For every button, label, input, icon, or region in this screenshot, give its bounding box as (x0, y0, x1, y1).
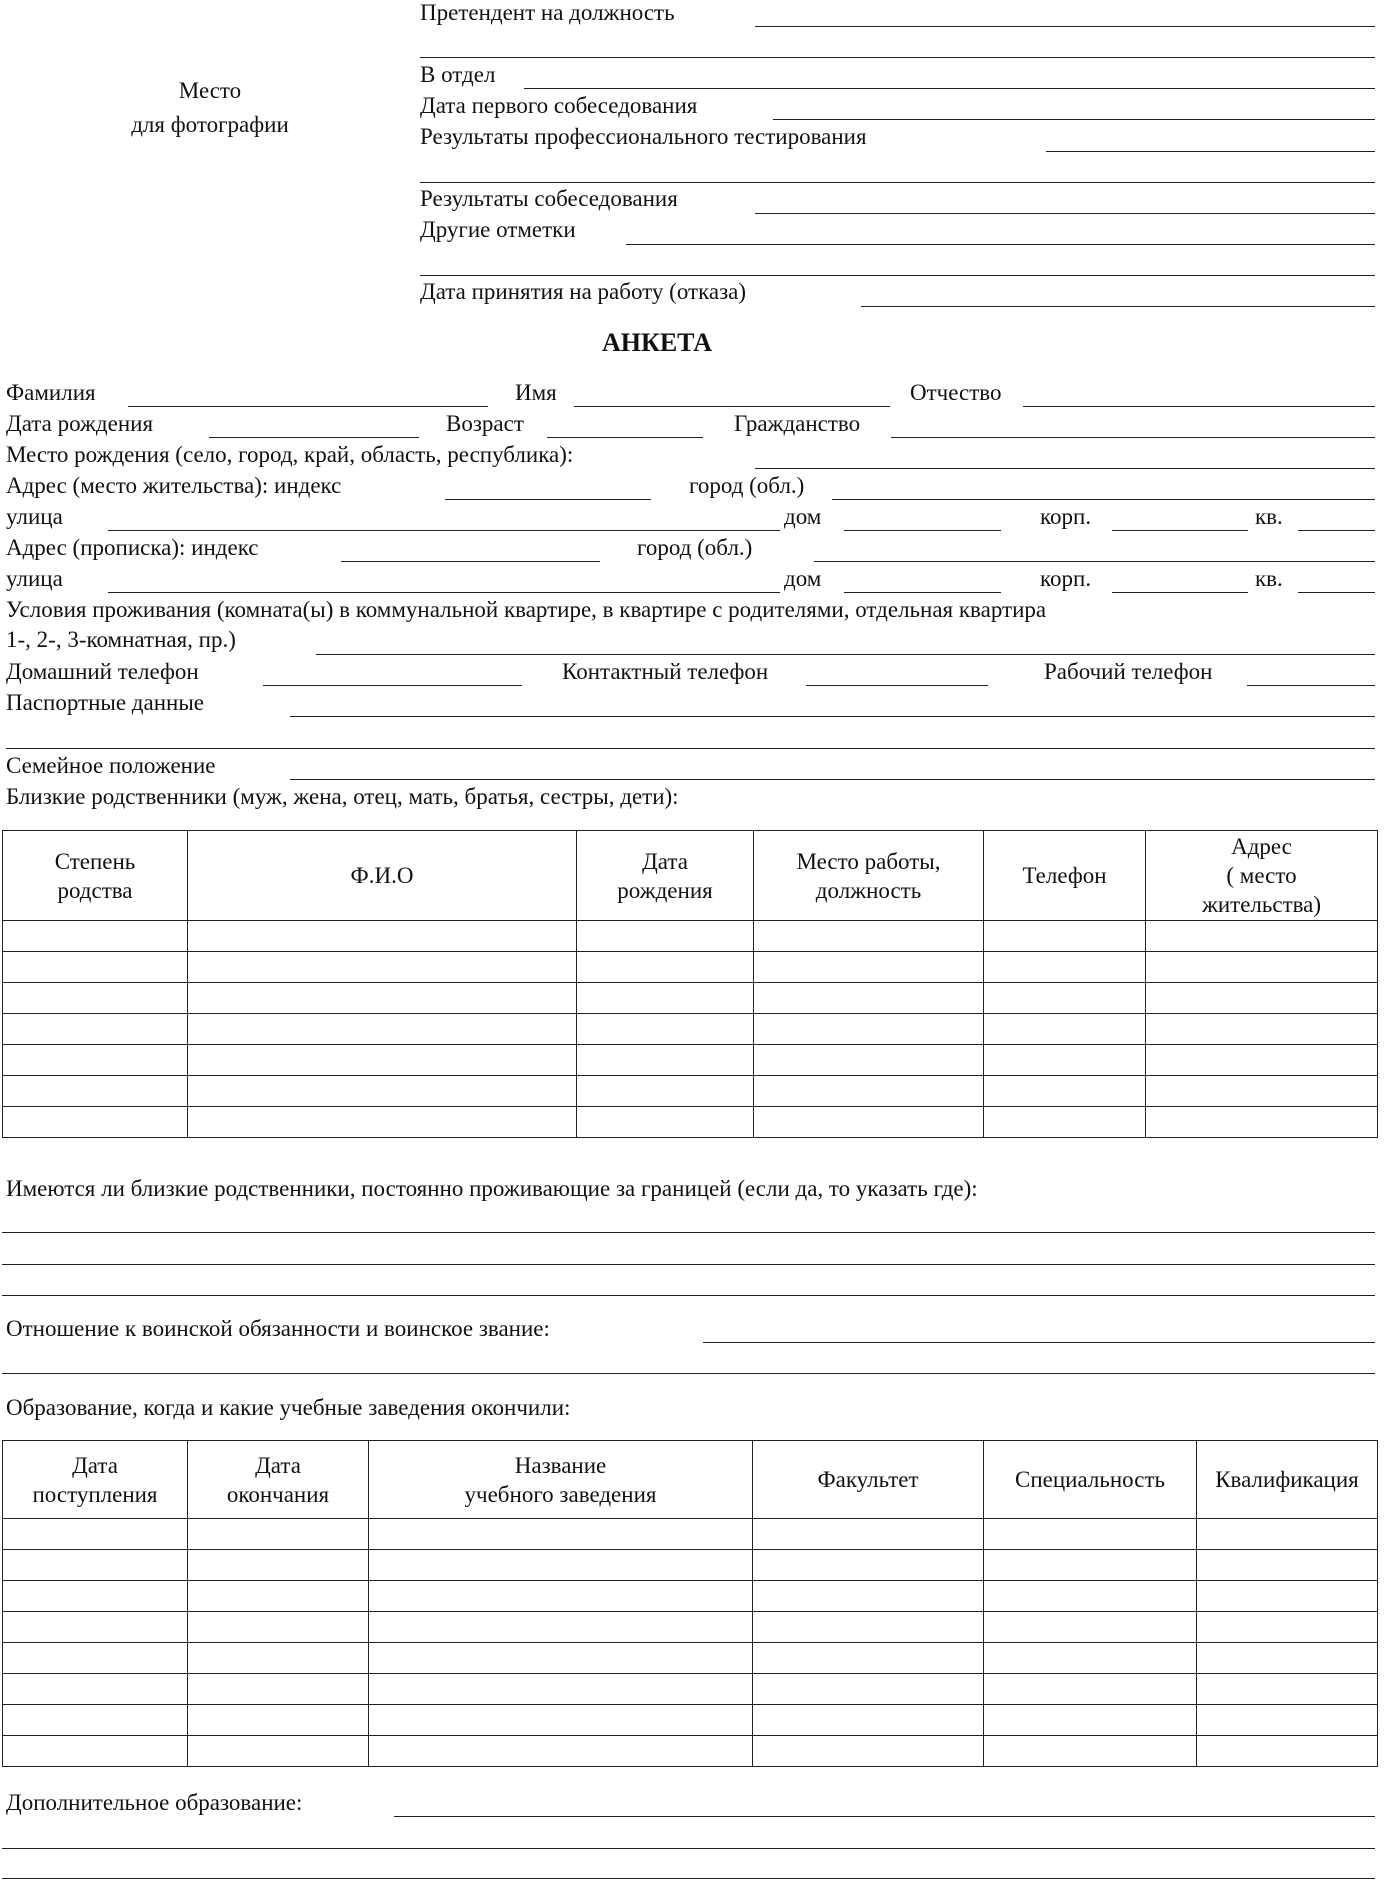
interview-results-field[interactable] (755, 213, 1375, 214)
relatives-header-cell (3, 831, 188, 921)
abroad-field-2[interactable] (2, 1264, 1375, 1265)
surname-field[interactable] (128, 406, 488, 407)
relatives-cell[interactable] (984, 983, 1146, 1014)
relatives-cell[interactable] (188, 921, 577, 952)
address-index-label: Адрес (место жительства): индекс (6, 473, 342, 498)
relatives-table-header (3, 831, 1378, 921)
reg-building-label: корп. (1040, 566, 1092, 591)
education-cell[interactable] (188, 1519, 369, 1550)
relatives-cell[interactable] (577, 952, 754, 983)
education-cell[interactable] (188, 1674, 369, 1705)
education-header-text: поступления (32, 1481, 158, 1507)
education-table-header (3, 1441, 1378, 1519)
department-label: В отдел (420, 62, 496, 87)
education-cell[interactable] (753, 1519, 984, 1550)
patronymic-field[interactable] (1023, 406, 1375, 407)
test-results-label: Результаты профессионального тестирования (420, 124, 867, 149)
education-cell[interactable] (188, 1550, 369, 1581)
relatives-header-text: родства (57, 877, 133, 903)
education-header-text: учебного заведения (464, 1481, 657, 1507)
city-label: город (обл.) (689, 473, 805, 498)
relatives-cell[interactable] (754, 952, 984, 983)
department-field[interactable] (524, 88, 1375, 89)
passport-label: Паспортные данные (6, 690, 204, 715)
relatives-cell[interactable] (3, 1014, 188, 1045)
table-row (3, 1014, 1378, 1045)
house-label: дом (784, 504, 822, 529)
relatives-cell[interactable] (577, 1014, 754, 1045)
living-conditions-label-2: 1-, 2-, 3-комнатная, пр.) (6, 627, 236, 652)
hire-date-field[interactable] (861, 306, 1375, 307)
education-header-text: Название (514, 1452, 607, 1478)
education-cell[interactable] (984, 1674, 1197, 1705)
passport-field[interactable] (290, 716, 1375, 717)
reg-house-label: дом (784, 566, 822, 591)
age-label: Возраст (446, 411, 524, 436)
relatives-header-cell (754, 831, 984, 921)
education-cell[interactable] (1197, 1643, 1378, 1674)
relatives-cell[interactable] (1146, 1014, 1378, 1045)
living-conditions-field[interactable] (316, 654, 1375, 655)
relatives-header-cell (984, 831, 1146, 921)
education-header-cell (984, 1441, 1197, 1519)
education-cell[interactable] (369, 1519, 753, 1550)
reg-index-label: Адрес (прописка): индекс (6, 535, 259, 560)
education-cell[interactable] (984, 1736, 1197, 1767)
reg-street-field[interactable] (108, 592, 780, 593)
relatives-cell[interactable] (188, 983, 577, 1014)
education-header-text: Дата (72, 1452, 118, 1478)
relatives-header-text: должность (815, 877, 922, 903)
candidate-label: Претендент на должность (420, 0, 675, 25)
military-field-2[interactable] (2, 1373, 1375, 1374)
education-cell[interactable] (1197, 1705, 1378, 1736)
birth-place-label: Место рождения (село, город, край, область, республика): (6, 442, 574, 467)
relatives-header-text: Телефон (1022, 863, 1107, 888)
education-cell[interactable] (1197, 1674, 1378, 1705)
education-cell[interactable] (369, 1581, 753, 1612)
other-notes-label: Другие отметки (420, 217, 576, 242)
relatives-header-text: ( место (1226, 863, 1297, 888)
education-cell[interactable] (753, 1705, 984, 1736)
education-cell[interactable] (753, 1736, 984, 1767)
education-cell[interactable] (753, 1550, 984, 1581)
table-row (3, 1519, 1378, 1550)
table-row (3, 1612, 1378, 1643)
relatives-cell[interactable] (754, 1045, 984, 1076)
education-cell[interactable] (369, 1705, 753, 1736)
additional-education-label: Дополнительное образование: (6, 1790, 303, 1815)
table-row (3, 1674, 1378, 1705)
education-header-text: Дата (255, 1452, 301, 1478)
relatives-header-cell (577, 831, 754, 921)
education-cell[interactable] (1197, 1581, 1378, 1612)
education-cell[interactable] (3, 1705, 188, 1736)
birth-date-label: Дата рождения (6, 411, 154, 436)
education-cell[interactable] (188, 1581, 369, 1612)
address-index-field[interactable] (445, 499, 651, 500)
table-row (3, 952, 1378, 983)
education-cell[interactable] (984, 1643, 1197, 1674)
relatives-cell[interactable] (3, 952, 188, 983)
relatives-cell[interactable] (754, 921, 984, 952)
surname-label: Фамилия (6, 380, 96, 405)
apartment-field[interactable] (1298, 530, 1375, 531)
table-row (3, 1736, 1378, 1767)
name-field[interactable] (574, 406, 890, 407)
education-header-text: Факультет (817, 1467, 919, 1492)
education-header-cell (1197, 1441, 1378, 1519)
education-cell[interactable] (369, 1643, 753, 1674)
education-cell[interactable] (3, 1550, 188, 1581)
table-row (3, 921, 1378, 952)
relatives-cell[interactable] (754, 1076, 984, 1107)
age-field[interactable] (547, 437, 703, 438)
relatives-cell[interactable] (577, 921, 754, 952)
education-header-text: Квалификация (1215, 1467, 1359, 1492)
education-header-text: Специальность (1015, 1467, 1165, 1492)
citizenship-field[interactable] (891, 437, 1375, 438)
education-cell[interactable] (369, 1674, 753, 1705)
abroad-field-3[interactable] (2, 1295, 1375, 1296)
form-title: АНКЕТА (601, 328, 713, 357)
living-conditions-label: Условия проживания (комната(ы) в коммунальной квартире, в квартире с родителями, отдельная квартира (6, 597, 1047, 622)
relatives-cell[interactable] (1146, 1045, 1378, 1076)
candidate-field[interactable] (755, 26, 1375, 27)
abroad-field-1[interactable] (2, 1232, 1375, 1233)
building-field[interactable] (1112, 530, 1248, 531)
education-cell[interactable] (753, 1612, 984, 1643)
contact-phone-label: Контактный телефон (562, 659, 769, 684)
first-interview-date-field[interactable] (773, 119, 1375, 120)
passport-field-2[interactable] (6, 748, 1375, 749)
reg-building-field[interactable] (1112, 592, 1248, 593)
additional-education-field[interactable] (394, 1816, 1375, 1817)
city-field[interactable] (832, 499, 1375, 500)
education-cell[interactable] (1197, 1736, 1378, 1767)
relatives-cell[interactable] (754, 983, 984, 1014)
marital-status-field[interactable] (290, 779, 1375, 780)
relatives-cell[interactable] (984, 1045, 1146, 1076)
photo-label-line1: Место (178, 78, 242, 103)
relatives-cell[interactable] (577, 983, 754, 1014)
abroad-label: Имеются ли близкие родственники, постоянно проживающие за границей (если да, то указать где): (6, 1176, 978, 1201)
education-header-cell (753, 1441, 984, 1519)
relatives-header-text: Степень (54, 848, 136, 874)
relatives-cell[interactable] (188, 1107, 577, 1138)
education-cell[interactable] (984, 1550, 1197, 1581)
education-table (2, 1440, 1378, 1767)
street-field[interactable] (108, 530, 780, 531)
education-header-cell (188, 1441, 369, 1519)
education-cell[interactable] (984, 1705, 1197, 1736)
education-cell[interactable] (753, 1674, 984, 1705)
relatives-cell[interactable] (984, 1076, 1146, 1107)
reg-apartment-field[interactable] (1298, 592, 1375, 593)
table-row (3, 1045, 1378, 1076)
relatives-label: Близкие родственники (муж, жена, отец, мать, братья, сестры, дети): (6, 784, 679, 809)
education-cell[interactable] (753, 1581, 984, 1612)
relatives-cell[interactable] (1146, 952, 1378, 983)
home-phone-label: Домашний телефон (6, 659, 199, 684)
relatives-cell[interactable] (1146, 983, 1378, 1014)
education-label: Образование, когда и какие учебные заведения окончили: (6, 1395, 571, 1420)
relatives-cell[interactable] (3, 1076, 188, 1107)
relatives-cell[interactable] (984, 952, 1146, 983)
other-notes-field[interactable] (626, 244, 1375, 245)
education-cell[interactable] (188, 1705, 369, 1736)
reg-city-field[interactable] (814, 561, 1375, 562)
relatives-cell[interactable] (577, 1045, 754, 1076)
table-row (3, 1550, 1378, 1581)
birth-date-field[interactable] (209, 437, 419, 438)
education-cell[interactable] (369, 1736, 753, 1767)
education-cell[interactable] (984, 1519, 1197, 1550)
photo-label-line2: для фотографии (131, 112, 289, 137)
birth-place-field[interactable] (755, 468, 1375, 469)
education-cell[interactable] (3, 1581, 188, 1612)
relatives-cell[interactable] (1146, 1076, 1378, 1107)
contact-phone-field[interactable] (806, 685, 988, 686)
education-cell[interactable] (984, 1612, 1197, 1643)
table-row (3, 1581, 1378, 1612)
relatives-cell[interactable] (188, 1076, 577, 1107)
education-cell[interactable] (369, 1550, 753, 1581)
education-cell[interactable] (369, 1612, 753, 1643)
house-field[interactable] (844, 530, 1001, 531)
additional-education-field-2[interactable] (2, 1848, 1375, 1849)
relatives-table (2, 830, 1378, 1138)
hire-date-label: Дата принятия на работу (отказа) (420, 279, 747, 304)
table-row (3, 1076, 1378, 1107)
relatives-header-text: Дата (642, 848, 688, 874)
education-cell[interactable] (3, 1519, 188, 1550)
education-header-text: окончания (226, 1481, 330, 1507)
relatives-header-cell (188, 831, 577, 921)
relatives-cell[interactable] (188, 1014, 577, 1045)
name-label: Имя (515, 380, 557, 405)
reg-city-label: город (обл.) (637, 535, 753, 560)
education-cell[interactable] (3, 1643, 188, 1674)
relatives-cell[interactable] (3, 983, 188, 1014)
relatives-cell[interactable] (188, 1045, 577, 1076)
table-row (3, 1107, 1378, 1138)
relatives-cell[interactable] (1146, 1107, 1378, 1138)
relatives-cell[interactable] (577, 1107, 754, 1138)
relatives-header-text: жительства) (1201, 892, 1322, 917)
relatives-header-text: Адрес (1231, 834, 1292, 859)
reg-street-label: улица (6, 566, 63, 591)
education-cell[interactable] (1197, 1519, 1378, 1550)
candidate-field-2[interactable] (420, 57, 1375, 58)
education-cell[interactable] (188, 1643, 369, 1674)
street-label: улица (6, 504, 63, 529)
citizenship-label: Гражданство (734, 411, 861, 436)
test-results-field-2[interactable] (420, 182, 1375, 183)
education-cell[interactable] (188, 1736, 369, 1767)
table-row (3, 1705, 1378, 1736)
relatives-cell[interactable] (3, 1045, 188, 1076)
relatives-header-cell (1146, 831, 1378, 921)
relatives-cell[interactable] (188, 952, 577, 983)
relatives-header-text: рождения (617, 877, 713, 903)
home-phone-field[interactable] (263, 685, 522, 686)
relatives-header-text: Место работы, (796, 848, 941, 874)
education-cell[interactable] (3, 1674, 188, 1705)
relatives-cell[interactable] (754, 1107, 984, 1138)
marital-status-label: Семейное положение (6, 753, 216, 778)
relatives-cell[interactable] (984, 1107, 1146, 1138)
patronymic-label: Отчество (910, 380, 1002, 405)
relatives-cell[interactable] (984, 1014, 1146, 1045)
relatives-cell[interactable] (577, 1076, 754, 1107)
test-results-field[interactable] (1046, 151, 1375, 152)
table-row (3, 983, 1378, 1014)
building-label: корп. (1040, 504, 1092, 529)
relatives-cell[interactable] (984, 921, 1146, 952)
relatives-cell[interactable] (3, 1107, 188, 1138)
relatives-header-text: Ф.И.О (350, 863, 414, 888)
education-header-cell (3, 1441, 188, 1519)
work-phone-field[interactable] (1247, 685, 1375, 686)
reg-apartment-label: кв. (1255, 566, 1283, 591)
interview-results-label: Результаты собеседования (420, 186, 678, 211)
relatives-cell[interactable] (1146, 921, 1378, 952)
education-cell[interactable] (984, 1581, 1197, 1612)
work-phone-label: Рабочий телефон (1044, 659, 1213, 684)
apartment-label: кв. (1255, 504, 1283, 529)
relatives-cell[interactable] (754, 1014, 984, 1045)
education-cell[interactable] (753, 1643, 984, 1674)
military-label: Отношение к воинской обязанности и воинское звание: (6, 1316, 550, 1341)
reg-house-field[interactable] (844, 592, 1001, 593)
other-notes-field-2[interactable] (420, 275, 1375, 276)
education-cell[interactable] (3, 1736, 188, 1767)
education-header-cell (369, 1441, 753, 1519)
relatives-cell[interactable] (3, 921, 188, 952)
additional-education-field-3[interactable] (2, 1878, 1375, 1879)
table-row (3, 1643, 1378, 1674)
education-cell[interactable] (1197, 1550, 1378, 1581)
education-cell[interactable] (188, 1612, 369, 1643)
first-interview-date-label: Дата первого собеседования (420, 93, 698, 118)
education-cell[interactable] (1197, 1612, 1378, 1643)
military-field[interactable] (703, 1342, 1375, 1343)
reg-index-field[interactable] (341, 561, 600, 562)
education-cell[interactable] (3, 1612, 188, 1643)
